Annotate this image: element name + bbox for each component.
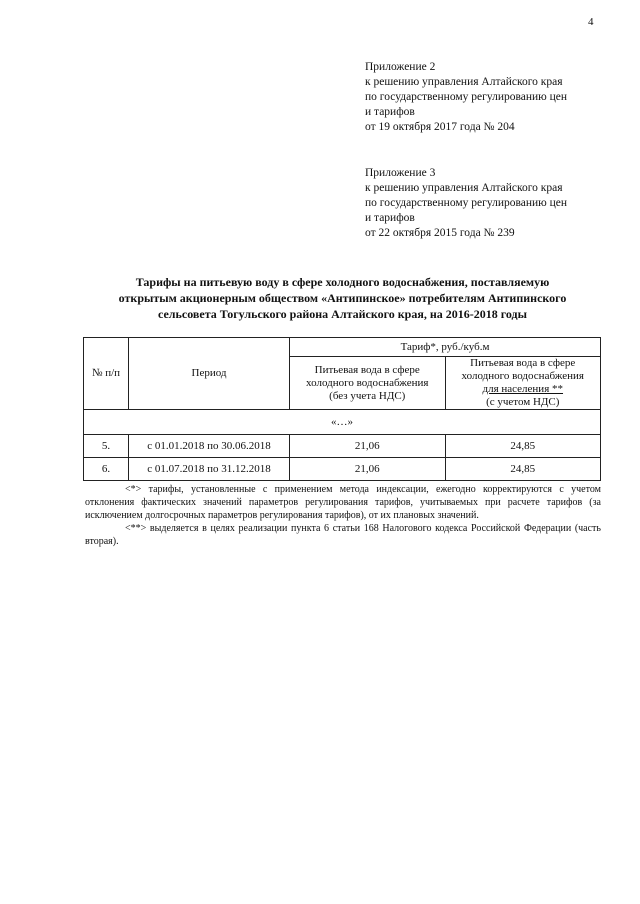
row-num: 5.: [84, 435, 129, 458]
tariff-table: [83, 337, 601, 481]
page-number: 4: [588, 16, 594, 28]
header-population-line: Питьевая вода в сфере: [470, 357, 576, 369]
header-no-vat-line: холодного водоснабжения: [306, 376, 429, 389]
title-line: Тарифы на питьевую воду в сфере холодного водоснабжения, поставляемую: [135, 275, 550, 289]
ellipsis-cell: «…»: [84, 410, 601, 435]
header-period: Период: [129, 338, 290, 410]
appendix-2-line: по государственному регулированию цен: [365, 91, 568, 103]
title-line: сельсовета Тогульского района Алтайского края, на 2016-2018 годы: [158, 307, 527, 321]
appendix-2-date: от 19 октября 2017 года № 204: [365, 121, 515, 133]
appendix-2-line: к решению управления Алтайского края: [365, 76, 563, 88]
table-ellipsis-row: [84, 410, 601, 435]
appendix-3-date: от 22 октября 2015 года № 239: [365, 227, 515, 239]
footnote-1: <*> тарифы, установленные с применением метода индексации, ежегодно корректируются с учетом отклонения фактических значений параметров регулирования тарифов, учитываемых при расчете тарифов (за исключением долгосрочных параметров регулирования тарифов), от их плановых значений.: [85, 484, 601, 521]
header-no-vat-line: (без учета НДС): [329, 389, 406, 402]
header-population-line: для населения **: [482, 383, 564, 395]
appendix-3-line: к решению управления Алтайского края: [365, 182, 563, 194]
header-population-line: холодного водоснабжения: [461, 370, 584, 382]
appendix-2-block: [365, 60, 615, 135]
appendix-2-line: и тарифов: [365, 106, 415, 118]
header-population-line: (с учетом НДС): [486, 396, 560, 408]
row-tariff-with-vat: 24,85: [445, 435, 601, 458]
footnote-2: <**> выделяется в целях реализации пункта 6 статьи 168 Налогового кодекса Российской Федерации (часть вторая).: [85, 523, 601, 547]
table-row: [84, 435, 601, 458]
appendix-3-heading: Приложение 3: [365, 167, 436, 179]
appendix-2-heading: Приложение 2: [365, 61, 436, 73]
row-num: 6.: [84, 458, 129, 481]
appendix-3-line: и тарифов: [365, 212, 415, 224]
header-no-vat: [290, 357, 446, 410]
row-period: с 01.07.2018 по 31.12.2018: [129, 458, 290, 481]
footnotes: [85, 483, 601, 548]
row-tariff-with-vat: 24,85: [445, 458, 601, 481]
table-header-row: [84, 338, 601, 357]
header-population: [445, 357, 601, 410]
header-tariff: Тариф*, руб./куб.м: [290, 338, 601, 357]
document-title: [85, 274, 600, 322]
title-line: открытым акционерным обществом «Антипинское» потребителям Антипинского: [118, 291, 567, 305]
table-row: [84, 458, 601, 481]
header-no-vat-line: Питьевая вода в сфере: [314, 363, 420, 376]
row-tariff-no-vat: 21,06: [290, 435, 446, 458]
row-tariff-no-vat: 21,06: [290, 458, 446, 481]
header-num: № п/п: [84, 338, 129, 410]
row-period: с 01.01.2018 по 30.06.2018: [129, 435, 290, 458]
appendix-3-block: [365, 166, 615, 241]
appendix-3-line: по государственному регулированию цен: [365, 197, 568, 209]
